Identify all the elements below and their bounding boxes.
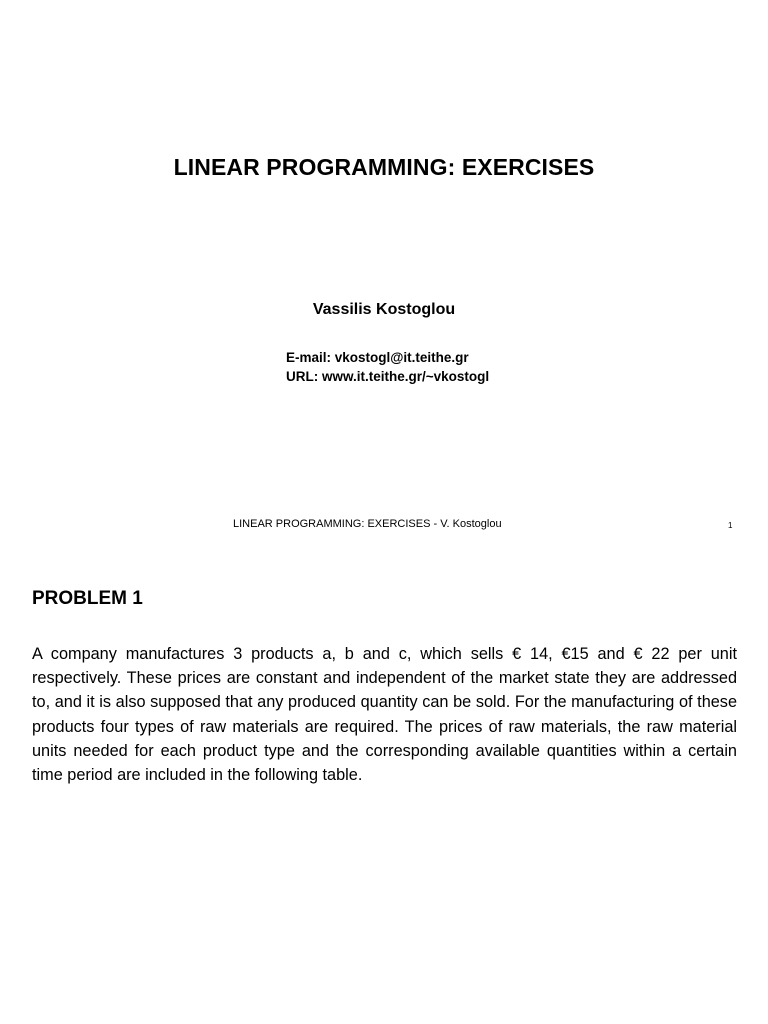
- problem-heading: PROBLEM 1: [32, 588, 143, 609]
- author-name: Vassilis Kostoglou: [312, 301, 456, 318]
- contact-info: [286, 348, 489, 386]
- url-line: URL: www.it.teithe.gr/~vkostogl: [286, 369, 490, 384]
- email-line: E-mail: vkostogl@it.teithe.gr: [286, 350, 469, 365]
- page-number: 1: [728, 521, 733, 530]
- document-title: LINEAR PROGRAMMING: EXERCISES: [173, 154, 595, 180]
- problem-statement: A company manufactures 3 products a, b and c, which sells € 14, €15 and € 22 per unit respectively. These prices are constant and independent of the market state they are addressed to, and it is also supposed that any produced quantity can be sold. For the manufacturing of these products four types of raw materials are required. The prices of raw materials, the raw material units needed for each product type and the corresponding available quantities within a certain time period are included in the following table.: [32, 645, 737, 785]
- running-footer-title: LINEAR PROGRAMMING: EXERCISES - V. Kostoglou: [233, 518, 502, 530]
